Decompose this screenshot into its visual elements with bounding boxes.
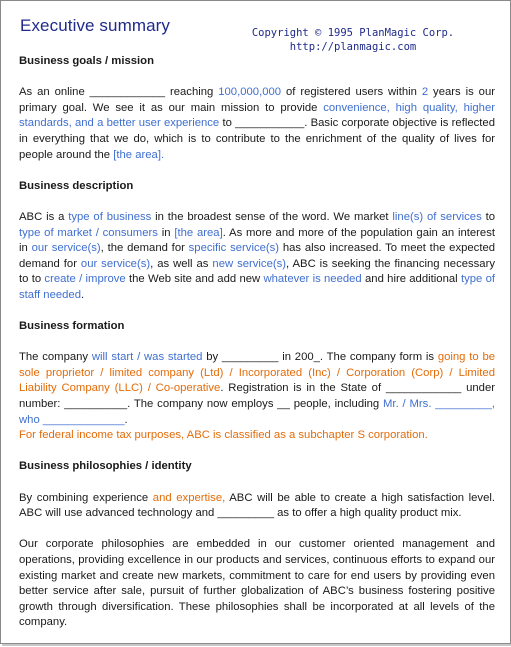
document-body xyxy=(19,54,495,647)
description-paragraph: ABC is a type of business in the broadest sense of the word. We market line(s) of services to type of market / consumers in [the area]. As more and more of the population gain an interest in our service(s), the demand for specific service(s) has also increased. To meet the expected demand for our service(s), as well as new service(s), ABC is seeking the financing necessary to to create / improve the Web site and add new whatever is needed and hire additional type of staff needed. xyxy=(19,210,496,301)
section-heading-philosophies: Business philosophies / identity xyxy=(19,460,192,473)
section-heading-formation: Business formation xyxy=(19,320,125,333)
formation-paragraph: The company will start / was started by _________ in 200_. The company form is going to be sole proprietor / limited company (Ltd) / Incorporated (Inc) / Corporation (Corp) / Limited Liability Company (LLC) / Co-operative. Registration is in the State of ____________ under number: __________. The company now employs __ people, including Mr. / Mrs. _________, who _____________. xyxy=(19,351,496,426)
philosophies-paragraph-2: Our corporate philosophies are embedded in our customer oriented management and operations, providing excellence in our products and services, continuous efforts to expand our existing market and create new markets, commitment to care for end users by providing even better service after sale, pursuit of further globalization of ABC’s business fostering positive growth through diversification. These philosophies shall be incorporated at all levels of the company. xyxy=(19,538,495,629)
section-heading-description: Business description xyxy=(19,179,134,192)
goals-paragraph: As an online ____________ reaching 100,000,000 of registered users within 2 years is our primary goal. We see it as our main mission to provide convenience, high quality, higher standards, and a better user experience to ___________. Basic corporate objective is reflected in everything that we do, which is to contribute to the enrichment of the quality of lives for people around the [the area]. xyxy=(19,86,495,161)
copyright-url: http://planmagic.com xyxy=(289,41,417,53)
philosophies-paragraph-1: By combining experience and expertise, ABC will be able to create a high satisfaction level. ABC will use advanced technology and _________ as to offer a high quality product mix. xyxy=(19,491,495,520)
tax-classification-note: For federal income tax purposes, ABC is classified as a subchapter S corporation. xyxy=(19,429,428,442)
copyright-notice xyxy=(248,26,458,54)
section-heading-goals: Business goals / mission xyxy=(19,55,154,67)
copyright-line: Copyright © 1995 PlanMagic Corp. xyxy=(251,27,455,39)
page-title: Executive summary xyxy=(20,16,171,35)
